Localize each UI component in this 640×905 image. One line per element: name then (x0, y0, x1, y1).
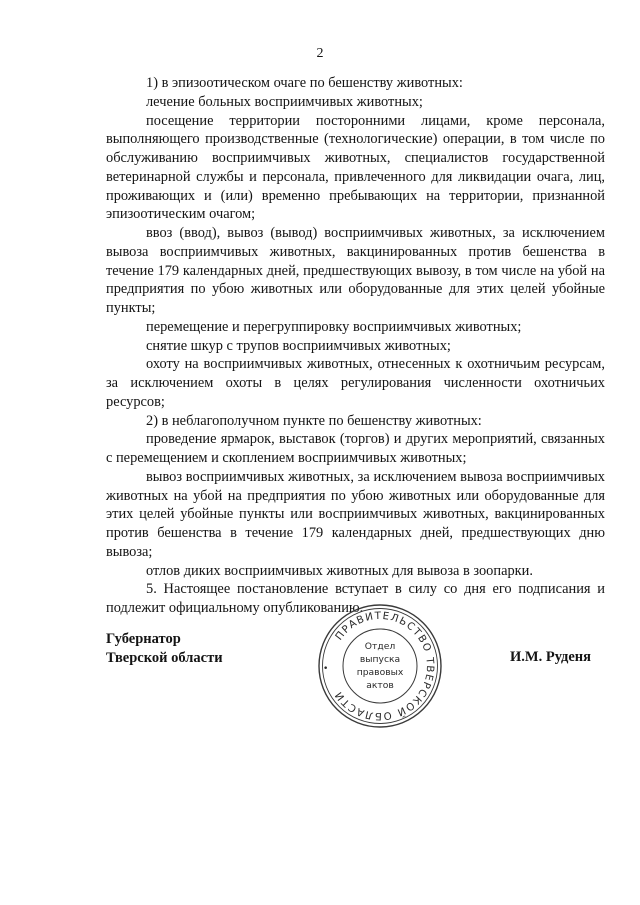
signatory-name: И.М. Руденя (510, 649, 592, 665)
stamp-center-line: выпуска (359, 654, 401, 665)
signatory-title-line: Губернатор (106, 631, 181, 647)
paragraph: 2) в неблагополучном пункте по бешенству животных: (146, 412, 482, 429)
paragraph: вывоз восприимчивых животных, за исключением вывоза восприимчивых животных на убой на предприятия по убою животных или оборудованные для этих целей убойные пункты или восприимчивых животных, вакцинированных против бешенства в течение 179 календарных дней, предшествующих дню вывоза; (106, 468, 605, 560)
document-body (106, 74, 605, 618)
svg-text:•: • (323, 664, 329, 674)
paragraph: 1) в эпизоотическом очаге по бешенству животных: (146, 75, 463, 91)
paragraph: проведение ярмарок, выставок (торгов) и других мероприятий, связанных с перемещением и скоплением восприимчивых животных; (106, 431, 605, 466)
paragraph: охоту на восприимчивых животных, отнесенных к охотничьим ресурсам, за исключением охоты в целях регулирования численности охотничьих ресурсов; (106, 356, 605, 410)
page-number: 2 (316, 46, 324, 61)
stamp-center-line: правовых (356, 667, 404, 678)
paragraph: лечение больных восприимчивых животных; (146, 93, 423, 110)
paragraph: перемещение и перегруппировку восприимчивых животных; (146, 318, 522, 335)
paragraph: отлов диких восприимчивых животных для вывоза в зоопарки. (146, 562, 533, 579)
paragraph: 5. Настоящее постановление вступает в силу со дня его подписания и подлежит официальному опубликованию. (106, 581, 605, 616)
paragraph: снятие шкур с трупов восприимчивых животных; (146, 337, 451, 354)
stamp-center-line: Отдел (364, 641, 396, 652)
signatory-title-line: Тверской области (106, 649, 223, 666)
stamp-seal (316, 602, 444, 730)
paragraph: ввоз (ввод), вывоз (вывод) восприимчивых животных, за исключением вывоза восприимчивых животных, вакцинированных против бешенства в течение 179 календарных дней, предшествующих вывозу, в том числе на убой на предприятия по убою животных или оборудованные для этих целей убойные пункты; (106, 225, 605, 316)
stamp-ring-text: ПРАВИТЕЛЬСТВО ТВЕРСКОЙ ОБЛАСТИ (332, 610, 436, 722)
official-stamp (316, 602, 444, 730)
paragraph: посещение территории посторонними лицами, кроме персонала, выполняющего производственные (технологические) операции, в том числе по обслуживанию восприимчивых животных, специалистов государственной ветеринарной службы и персонала, привлеченного для ликвидации очага, лиц, проживающих и (или) временно пребывающих на территории, признанной эпизоотическим очагом; (106, 112, 605, 223)
stamp-center-line: актов (366, 680, 394, 691)
signatory-title (106, 630, 223, 667)
